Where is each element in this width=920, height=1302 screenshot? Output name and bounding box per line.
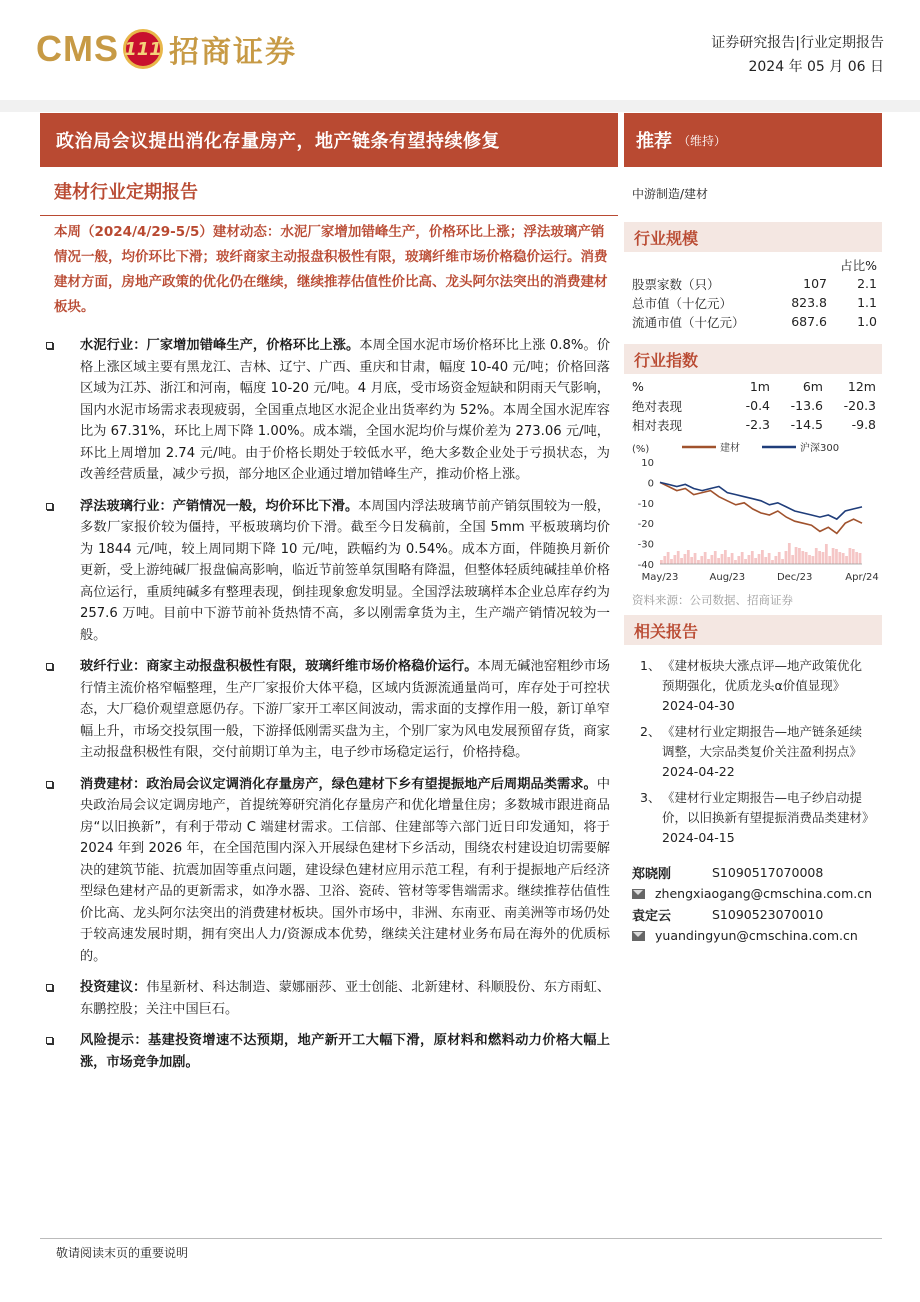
index-value: -13.6 xyxy=(790,398,823,413)
volume-bar xyxy=(744,559,747,564)
scale-value: 687.6 xyxy=(791,314,827,329)
footer-rule xyxy=(40,1238,882,1239)
legend-label: 建材 xyxy=(720,443,740,454)
section-consumer-materials xyxy=(44,774,610,968)
volume-bar xyxy=(711,555,714,564)
chart-source: 资料来源：公司数据、招商证券 xyxy=(632,593,793,607)
section-head: 玻纤行业：商家主动报盘积极性有限，玻璃纤维市场价格稳价运行。 xyxy=(80,659,478,674)
scale-label: 流通市值（十亿元） xyxy=(632,314,745,330)
index-chart xyxy=(630,438,880,588)
analyst-name: 袁定云 xyxy=(632,909,672,924)
title-bar xyxy=(40,113,618,167)
index-value: -2.3 xyxy=(745,417,770,432)
index-title: 行业指数 xyxy=(624,344,882,374)
volume-bar xyxy=(697,560,700,564)
volume-bar xyxy=(700,556,703,564)
analyst-email-row xyxy=(632,925,882,946)
rating-bar xyxy=(624,113,882,167)
volume-bar xyxy=(717,558,720,564)
volume-bar xyxy=(845,556,848,564)
volume-bar xyxy=(842,553,845,564)
volume-bar xyxy=(707,559,710,564)
section-head: 投资建议： xyxy=(80,980,147,995)
section-body: 本周国内浮法玻璃节前产销氛围较为一般，多数厂家报价较为僵持，平板玻璃均价下滑。截至今日发稿前，全国 5mm 平板玻璃均价为 1844 元/吨，较上周同期下降 10 元/吨，跌幅约为 0.54%。成本方面，伴随换月新价更新，受上游纯碱厂报盘偏高影响，临近节前签单氛围略有降温，但整体轻质纯碱挂单价格高位运行，重质纯碱多有整理表现，倒挂现象愈发明显。全国浮法玻璃样本企业总库存约为 257.6 万吨。目前中下游节前补货热情不高，多以刚需拿货为主，生产端产销情况较为一般。 xyxy=(80,498,611,643)
x-tick-label: Apr/24 xyxy=(845,572,879,583)
volume-bar xyxy=(660,560,663,564)
volume-bar xyxy=(795,547,798,564)
x-tick-label: Aug/23 xyxy=(709,572,746,583)
volume-bar xyxy=(771,560,774,564)
volume-bar xyxy=(785,551,788,564)
report-text: 《建材行业定期报告—电子纱启动提价，以旧换新有望提振消费品类建材》2024-04-15 xyxy=(662,790,869,845)
scale-row xyxy=(632,293,877,312)
analyst-name: 郑晓刚 xyxy=(632,867,672,882)
scale-label: 股票家数（只） xyxy=(632,276,720,292)
index-label: 相对表现 xyxy=(632,417,683,433)
volume-bar xyxy=(724,550,727,564)
report-num: 3、 xyxy=(640,790,661,805)
related-reports xyxy=(640,656,872,854)
legend-label: 沪深300 xyxy=(800,443,840,454)
volume-bar xyxy=(677,551,680,564)
bullet-icon xyxy=(44,1030,80,1073)
volume-bar xyxy=(754,558,757,564)
section-investment xyxy=(44,977,610,1020)
report-num: 1、 xyxy=(640,658,661,673)
header-band xyxy=(0,100,920,112)
analysts xyxy=(632,862,882,946)
index-header-cell: 1m xyxy=(749,379,770,394)
index-header-cell: % xyxy=(632,379,644,394)
x-tick-label: Dec/23 xyxy=(776,572,813,583)
volume-bar xyxy=(741,552,744,564)
volume-bar xyxy=(721,554,724,564)
volume-bar xyxy=(801,551,804,564)
volume-bar xyxy=(812,556,815,564)
section-body: 本周无碱池窑粗纱市场行情主流价格窄幅整理，生产厂家报价大体平稳，区域内货源流通量尚可，库存处于可控状态，大厂稳价观望意愿仍存。下游厂家开工率区间波动，需求面的支撑作用一般，新订单窄幅上升，市场交投氛围一般，下游择低刚需买盘为主，个别厂家为风电发展预留存货，商家主动报盘积极性有限，交付前期订单为主，电子纱市场稳定运行，价格持稳。 xyxy=(80,659,610,760)
volume-bar xyxy=(694,553,697,564)
volume-bar xyxy=(737,556,740,564)
scale-label: 总市值（十亿元） xyxy=(632,295,733,311)
analyst-row xyxy=(632,904,882,925)
scale-value: 823.8 xyxy=(791,295,827,310)
volume-bar xyxy=(791,555,794,564)
volume-bar xyxy=(684,554,687,564)
section-head: 风险提示：基建投资增速不达预期，地产新开工大幅下滑，原材料和燃料动力价格大幅上涨，市场竞争加剧。 xyxy=(80,1033,610,1070)
report-text: 《建材行业定期报告—地产链条延续调整，大宗品类复价关注盈利拐点》2024-04-22 xyxy=(662,724,863,779)
volume-bar xyxy=(805,552,808,564)
index-chart-svg xyxy=(630,438,880,588)
section-body: 中央政治局会议定调房地产，首提统筹研究消化存量房产和优化增量住房；多数城市跟进商品房“以旧换新”，有利于带动 C 端建材需求。工信部、住建部等六部门近日印发通知，将于 2024 年到 2026 年，在全国范围内深入开展绿色建材下乡活动，围绕农村建设迫切需要解决的建筑节能、抗震加固等重点问题，建设绿色建材应用示范工程，有利于提振地产后经济型绿色建材产品的更新需求，如净水器、卫浴、瓷砖、管材等零售端需求。继续推荐估值性价比高、龙头阿尔法突出的消费建材板块。国外市场中，非洲、东南亚、南美洲等市场仍处于较高速发展时期，拥有突出人力/资源成本优势，继续关注建材业务布局在海外的优质标的。 xyxy=(80,776,610,964)
y-tick-label: -10 xyxy=(637,498,654,510)
rating-sub: （维持） xyxy=(678,133,727,148)
rating-label: 推荐 xyxy=(636,131,672,152)
scale-header: 占比% xyxy=(840,257,877,273)
analyst-email-row xyxy=(632,883,882,904)
volume-bar xyxy=(855,552,858,564)
section-body: 本周全国水泥市场价格环比上涨 0.8%。价格上涨区域主要有黑龙江、吉林、辽宁、广西、重庆和甘肃，幅度 10-40 元/吨；价格回落区域为江苏、浙江和河南，幅度 10-20 元/吨。4 月底，受市场资金短缺和阴雨天气影响，国内水泥市场需求表现疲弱，全国重点地区水泥企业出货率约为 52%。本周全国水泥库容比为 67.31%，环比上周下降 1.00%。成本端，全国水泥均价与煤价差为 273.06 元/吨，环比上周增加 2.74 元/吨。由于价格长期处于较低水平，绝大多数企业处于亏损状态，为改善经营质量，减少亏损，部分地区企业通过增加错峰生产，推动价格上涨。 xyxy=(80,338,611,482)
volume-bar xyxy=(667,552,670,564)
y-tick-label: -30 xyxy=(637,539,654,551)
volume-bar xyxy=(734,560,737,564)
volume-bar xyxy=(852,549,855,564)
volume-bar xyxy=(761,550,764,564)
index-value: -14.5 xyxy=(790,417,823,432)
volume-bar xyxy=(815,548,818,564)
index-header-cell: 6m xyxy=(802,379,823,394)
summary-paragraph: 本周（2024/4/29-5/5）建材动态：水泥厂家增加错峰生产，价格环比上涨；浮法玻璃产销情况一般，均价环比下滑；玻纤商家主动报盘积极性有限，玻璃纤维市场价格稳价运行。消费建材方面，房地产政策的优化仍在继续，继续推荐估值性价比高、龙头阿尔法突出的消费建材板块。 xyxy=(54,224,608,315)
section-text xyxy=(80,656,610,764)
volume-bar xyxy=(690,557,693,564)
report-title: 政治局会议提出消化存量房产，地产链条有望持续修复 xyxy=(56,131,500,152)
report-type: 证券研究报告|行业定期报告 xyxy=(711,35,884,51)
volume-bar xyxy=(832,548,835,564)
subtitle-rule xyxy=(40,215,618,216)
scale-pct: 1.1 xyxy=(857,295,877,310)
report-date: 2024 年 05 月 06 日 xyxy=(748,59,884,75)
section-cement xyxy=(44,335,610,486)
volume-bar xyxy=(768,553,771,564)
bullet-icon xyxy=(44,335,80,486)
bullet-icon xyxy=(44,977,80,1020)
y-tick-label: 10 xyxy=(641,458,654,469)
section-text xyxy=(80,335,610,486)
analyst-cert: S1090517070008 xyxy=(712,865,824,880)
volume-bar xyxy=(849,548,852,564)
report-num: 2、 xyxy=(640,724,661,739)
scale-row xyxy=(632,274,877,293)
volume-bar xyxy=(778,552,781,564)
y-tick-label: 0 xyxy=(647,478,654,490)
analyst-email[interactable]: yuandingyun@cmschina.com.cn xyxy=(655,928,858,943)
industry-label: 中游制造/建材 xyxy=(632,187,709,201)
scale-value: 107 xyxy=(803,276,827,291)
index-value: -20.3 xyxy=(843,398,876,413)
volume-bar xyxy=(704,552,707,564)
bullet-icon xyxy=(44,496,80,647)
section-text xyxy=(80,496,610,647)
x-tick-label: May/23 xyxy=(641,572,679,583)
section-text xyxy=(80,977,610,1020)
volume-bar xyxy=(727,557,730,564)
volume-bar xyxy=(822,552,825,564)
scale-header-row xyxy=(632,255,877,274)
scale-pct: 1.0 xyxy=(857,314,877,329)
report-text: 《建材板块大涨点评—地产政策优化预期强化，优质龙头α价值显现》2024-04-30 xyxy=(662,658,863,713)
volume-bar xyxy=(788,543,791,564)
volume-bar xyxy=(687,550,690,564)
section-head: 水泥行业：厂家增加错峰生产，价格环比上涨。 xyxy=(80,338,360,353)
section-head: 浮法玻璃行业：产销情况一般，均价环比下滑。 xyxy=(80,498,359,514)
section-fiberglass xyxy=(44,656,610,764)
report-subtitle: 建材行业定期报告 xyxy=(54,182,198,203)
volume-bar xyxy=(758,554,761,564)
section-risk xyxy=(44,1030,610,1073)
index-row xyxy=(632,396,877,415)
scale-title: 行业规模 xyxy=(624,222,882,252)
volume-bar xyxy=(781,559,784,564)
index-table xyxy=(632,377,877,434)
scale-pct: 2.1 xyxy=(857,276,877,291)
y-tick-label: -40 xyxy=(637,560,654,571)
report-item[interactable] xyxy=(640,656,872,716)
index-value: -9.8 xyxy=(851,417,876,432)
volume-bar xyxy=(680,558,683,564)
index-header-row xyxy=(632,377,877,396)
volume-bar xyxy=(825,544,828,564)
series-line xyxy=(660,482,862,533)
volume-bar xyxy=(764,557,767,564)
logo-cms-text: CMS xyxy=(36,28,119,69)
volume-bar xyxy=(835,549,838,564)
logo-mark-icon: 111 xyxy=(123,29,163,69)
volume-bar xyxy=(663,556,666,564)
mail-icon xyxy=(632,931,645,941)
volume-bar xyxy=(774,556,777,564)
volume-bar xyxy=(798,548,801,564)
logo-cn-text: 招商证券 xyxy=(169,35,297,70)
index-value: -0.4 xyxy=(745,398,770,413)
analyst-row xyxy=(632,862,882,883)
index-label: 绝对表现 xyxy=(632,398,683,414)
volume-bar xyxy=(818,551,821,564)
volume-bar xyxy=(859,553,862,564)
scale-table xyxy=(632,255,877,331)
volume-bar xyxy=(828,556,831,564)
report-item[interactable] xyxy=(640,722,872,782)
analyst-cert: S1090523070010 xyxy=(712,907,824,922)
report-item[interactable] xyxy=(640,788,872,848)
section-glass xyxy=(44,496,610,647)
volume-bar xyxy=(838,552,841,564)
volume-bar xyxy=(808,555,811,564)
analyst-email[interactable]: zhengxiaogang@cmschina.com.cn xyxy=(655,886,873,901)
main-content xyxy=(44,335,610,1083)
section-text xyxy=(80,774,610,968)
volume-bar xyxy=(751,551,754,564)
bullet-icon xyxy=(44,656,80,764)
index-header-cell: 12m xyxy=(847,379,876,394)
volume-bar xyxy=(731,553,734,564)
bullet-icon xyxy=(44,774,80,968)
brand-logo xyxy=(36,26,297,72)
volume-bar xyxy=(673,555,676,564)
mail-icon xyxy=(632,889,645,899)
volume-bar xyxy=(670,559,673,564)
volume-bar xyxy=(714,551,717,564)
section-text xyxy=(80,1030,610,1073)
index-row xyxy=(632,415,877,434)
scale-row xyxy=(632,312,877,331)
y-tick-label: -20 xyxy=(637,519,654,531)
section-body: 伟星新材、科达制造、蒙娜丽莎、亚士创能、北新建材、科顺股份、东方雨虹、东鹏控股；关注中国巨石。 xyxy=(80,980,611,1017)
volume-bar xyxy=(748,555,751,564)
reports-title: 相关报告 xyxy=(624,615,882,645)
y-axis-label: (%) xyxy=(632,444,650,455)
section-head: 消费建材：政治局会议定调消化存量房产，绿色建材下乡有望提振地产后周期品类需求。 xyxy=(80,776,597,792)
footer-note: 敬请阅读末页的重要说明 xyxy=(56,1246,189,1260)
